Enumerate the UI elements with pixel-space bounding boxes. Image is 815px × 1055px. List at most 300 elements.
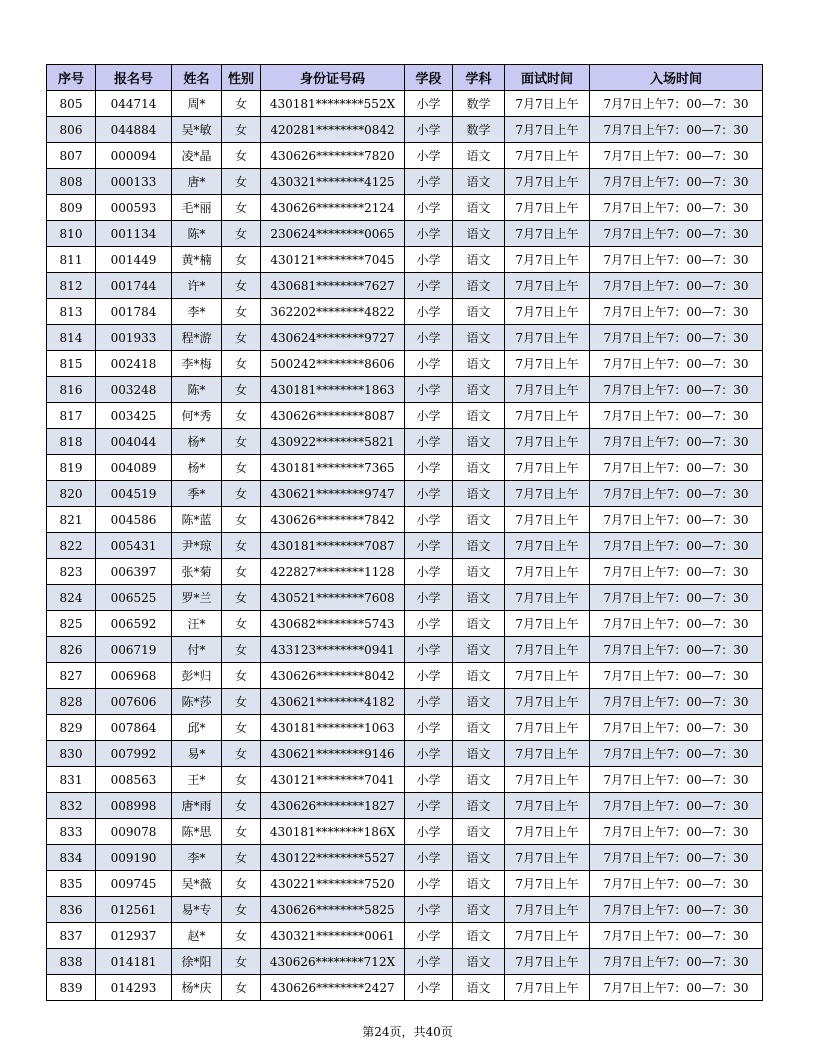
cell-col-name: 陈*思 — [172, 819, 222, 845]
cell-col-entry-time: 7月7日上午7：00—7：30 — [590, 247, 763, 273]
table-row — [47, 143, 763, 169]
cell-col-entry-time: 7月7日上午7：00—7：30 — [590, 559, 763, 585]
cell-col-seq: 809 — [47, 195, 96, 221]
cell-col-seq: 824 — [47, 585, 96, 611]
header-col-name: 姓名 — [172, 65, 222, 91]
cell-col-subject: 语文 — [453, 247, 505, 273]
table-row — [47, 117, 763, 143]
cell-col-entry-time: 7月7日上午7：00—7：30 — [590, 455, 763, 481]
cell-col-subject: 语文 — [453, 559, 505, 585]
cell-col-name: 邱* — [172, 715, 222, 741]
cell-col-gender: 女 — [222, 845, 261, 871]
cell-col-gender: 女 — [222, 481, 261, 507]
cell-col-stage: 小学 — [405, 923, 453, 949]
cell-col-reg-no: 003248 — [96, 377, 172, 403]
cell-col-id-number: 430181********552X — [261, 91, 405, 117]
cell-col-id-number: 430682********5743 — [261, 611, 405, 637]
cell-col-subject: 语文 — [453, 143, 505, 169]
cell-col-stage: 小学 — [405, 975, 453, 1001]
cell-col-reg-no: 006719 — [96, 637, 172, 663]
cell-col-subject: 数学 — [453, 91, 505, 117]
table-row — [47, 897, 763, 923]
cell-col-subject: 语文 — [453, 741, 505, 767]
cell-col-gender: 女 — [222, 975, 261, 1001]
table-row — [47, 871, 763, 897]
cell-col-reg-no: 004089 — [96, 455, 172, 481]
cell-col-entry-time: 7月7日上午7：00—7：30 — [590, 195, 763, 221]
header-col-seq: 序号 — [47, 65, 96, 91]
cell-col-seq: 822 — [47, 533, 96, 559]
cell-col-reg-no: 001933 — [96, 325, 172, 351]
cell-col-seq: 829 — [47, 715, 96, 741]
cell-col-seq: 828 — [47, 689, 96, 715]
cell-col-id-number: 433123********0941 — [261, 637, 405, 663]
cell-col-stage: 小学 — [405, 611, 453, 637]
cell-col-interview-time: 7月7日上午 — [505, 767, 590, 793]
cell-col-name: 吴*敏 — [172, 117, 222, 143]
table-row — [47, 845, 763, 871]
cell-col-name: 程*游 — [172, 325, 222, 351]
cell-col-stage: 小学 — [405, 663, 453, 689]
table-row — [47, 663, 763, 689]
cell-col-interview-time: 7月7日上午 — [505, 377, 590, 403]
cell-col-subject: 语文 — [453, 793, 505, 819]
cell-col-id-number: 500242********8606 — [261, 351, 405, 377]
cell-col-interview-time: 7月7日上午 — [505, 585, 590, 611]
cell-col-stage: 小学 — [405, 325, 453, 351]
cell-col-reg-no: 003425 — [96, 403, 172, 429]
cell-col-stage: 小学 — [405, 871, 453, 897]
cell-col-entry-time: 7月7日上午7：00—7：30 — [590, 949, 763, 975]
table-row — [47, 559, 763, 585]
cell-col-gender: 女 — [222, 299, 261, 325]
cell-col-stage: 小学 — [405, 429, 453, 455]
table-header-row — [47, 65, 763, 91]
cell-col-stage: 小学 — [405, 273, 453, 299]
cell-col-seq: 819 — [47, 455, 96, 481]
cell-col-subject: 语文 — [453, 923, 505, 949]
cell-col-gender: 女 — [222, 689, 261, 715]
cell-col-seq: 816 — [47, 377, 96, 403]
table-row — [47, 585, 763, 611]
cell-col-entry-time: 7月7日上午7：00—7：30 — [590, 793, 763, 819]
cell-col-entry-time: 7月7日上午7：00—7：30 — [590, 741, 763, 767]
cell-col-entry-time: 7月7日上午7：00—7：30 — [590, 143, 763, 169]
cell-col-subject: 语文 — [453, 845, 505, 871]
cell-col-gender: 女 — [222, 585, 261, 611]
cell-col-id-number: 430621********9747 — [261, 481, 405, 507]
cell-col-name: 吴*薇 — [172, 871, 222, 897]
cell-col-name: 张*菊 — [172, 559, 222, 585]
cell-col-seq: 831 — [47, 767, 96, 793]
cell-col-stage: 小学 — [405, 585, 453, 611]
table-row — [47, 273, 763, 299]
cell-col-seq: 812 — [47, 273, 96, 299]
cell-col-stage: 小学 — [405, 481, 453, 507]
cell-col-gender: 女 — [222, 923, 261, 949]
cell-col-reg-no: 006592 — [96, 611, 172, 637]
cell-col-id-number: 430626********8087 — [261, 403, 405, 429]
table-row — [47, 949, 763, 975]
cell-col-gender: 女 — [222, 455, 261, 481]
cell-col-subject: 语文 — [453, 533, 505, 559]
cell-col-reg-no: 007864 — [96, 715, 172, 741]
cell-col-entry-time: 7月7日上午7：00—7：30 — [590, 351, 763, 377]
cell-col-gender: 女 — [222, 351, 261, 377]
cell-col-subject: 语文 — [453, 585, 505, 611]
cell-col-reg-no: 000593 — [96, 195, 172, 221]
cell-col-gender: 女 — [222, 143, 261, 169]
table-row — [47, 533, 763, 559]
cell-col-reg-no: 001744 — [96, 273, 172, 299]
cell-col-name: 杨* — [172, 455, 222, 481]
cell-col-seq: 808 — [47, 169, 96, 195]
cell-col-subject: 语文 — [453, 273, 505, 299]
cell-col-seq: 807 — [47, 143, 96, 169]
cell-col-interview-time: 7月7日上午 — [505, 143, 590, 169]
cell-col-id-number: 430181********1063 — [261, 715, 405, 741]
table-row — [47, 819, 763, 845]
cell-col-name: 季* — [172, 481, 222, 507]
cell-col-entry-time: 7月7日上午7：00—7：30 — [590, 481, 763, 507]
cell-col-stage: 小学 — [405, 169, 453, 195]
cell-col-interview-time: 7月7日上午 — [505, 819, 590, 845]
table-row — [47, 689, 763, 715]
cell-col-name: 唐* — [172, 169, 222, 195]
cell-col-name: 毛*丽 — [172, 195, 222, 221]
cell-col-seq: 817 — [47, 403, 96, 429]
cell-col-entry-time: 7月7日上午7：00—7：30 — [590, 429, 763, 455]
cell-col-name: 唐*雨 — [172, 793, 222, 819]
cell-col-reg-no: 001134 — [96, 221, 172, 247]
cell-col-name: 杨*庆 — [172, 975, 222, 1001]
cell-col-name: 易*专 — [172, 897, 222, 923]
cell-col-stage: 小学 — [405, 507, 453, 533]
cell-col-entry-time: 7月7日上午7：00—7：30 — [590, 585, 763, 611]
cell-col-seq: 832 — [47, 793, 96, 819]
cell-col-interview-time: 7月7日上午 — [505, 897, 590, 923]
cell-col-gender: 女 — [222, 819, 261, 845]
cell-col-interview-time: 7月7日上午 — [505, 169, 590, 195]
cell-col-stage: 小学 — [405, 117, 453, 143]
cell-col-subject: 语文 — [453, 949, 505, 975]
cell-col-name: 罗*兰 — [172, 585, 222, 611]
cell-col-seq: 835 — [47, 871, 96, 897]
cell-col-seq: 820 — [47, 481, 96, 507]
cell-col-gender: 女 — [222, 247, 261, 273]
cell-col-gender: 女 — [222, 663, 261, 689]
cell-col-id-number: 430681********7627 — [261, 273, 405, 299]
cell-col-gender: 女 — [222, 403, 261, 429]
cell-col-gender: 女 — [222, 169, 261, 195]
cell-col-id-number: 430626********2124 — [261, 195, 405, 221]
page-footer: 第24页，共40页 — [362, 1025, 453, 1039]
cell-col-seq: 814 — [47, 325, 96, 351]
header-col-id-number: 身份证号码 — [261, 65, 405, 91]
cell-col-reg-no: 005431 — [96, 533, 172, 559]
cell-col-interview-time: 7月7日上午 — [505, 611, 590, 637]
cell-col-name: 尹*琼 — [172, 533, 222, 559]
cell-col-id-number: 362202********4822 — [261, 299, 405, 325]
cell-col-id-number: 430626********1827 — [261, 793, 405, 819]
cell-col-id-number: 430626********7842 — [261, 507, 405, 533]
cell-col-reg-no: 014181 — [96, 949, 172, 975]
cell-col-name: 黄*楠 — [172, 247, 222, 273]
cell-col-id-number: 430321********4125 — [261, 169, 405, 195]
cell-col-subject: 语文 — [453, 871, 505, 897]
cell-col-id-number: 430181********7087 — [261, 533, 405, 559]
cell-col-entry-time: 7月7日上午7：00—7：30 — [590, 169, 763, 195]
cell-col-entry-time: 7月7日上午7：00—7：30 — [590, 663, 763, 689]
cell-col-id-number: 430624********9727 — [261, 325, 405, 351]
header-col-interview-time: 面试时间 — [505, 65, 590, 91]
cell-col-id-number: 420281********0842 — [261, 117, 405, 143]
cell-col-reg-no: 008563 — [96, 767, 172, 793]
cell-col-subject: 语文 — [453, 377, 505, 403]
cell-col-id-number: 422827********1128 — [261, 559, 405, 585]
cell-col-interview-time: 7月7日上午 — [505, 637, 590, 663]
cell-col-seq: 813 — [47, 299, 96, 325]
cell-col-gender: 女 — [222, 377, 261, 403]
cell-col-seq: 806 — [47, 117, 96, 143]
cell-col-gender: 女 — [222, 715, 261, 741]
cell-col-stage: 小学 — [405, 559, 453, 585]
cell-col-interview-time: 7月7日上午 — [505, 351, 590, 377]
cell-col-reg-no: 008998 — [96, 793, 172, 819]
cell-col-subject: 语文 — [453, 507, 505, 533]
cell-col-interview-time: 7月7日上午 — [505, 559, 590, 585]
header-col-stage: 学段 — [405, 65, 453, 91]
cell-col-seq: 837 — [47, 923, 96, 949]
cell-col-stage: 小学 — [405, 195, 453, 221]
cell-col-interview-time: 7月7日上午 — [505, 91, 590, 117]
cell-col-reg-no: 044884 — [96, 117, 172, 143]
cell-col-interview-time: 7月7日上午 — [505, 403, 590, 429]
cell-col-gender: 女 — [222, 793, 261, 819]
cell-col-entry-time: 7月7日上午7：00—7：30 — [590, 923, 763, 949]
cell-col-entry-time: 7月7日上午7：00—7：30 — [590, 273, 763, 299]
cell-col-name: 陈*莎 — [172, 689, 222, 715]
cell-col-id-number: 430181********186X — [261, 819, 405, 845]
table-row — [47, 481, 763, 507]
cell-col-reg-no: 006525 — [96, 585, 172, 611]
cell-col-id-number: 430922********5821 — [261, 429, 405, 455]
cell-col-reg-no: 002418 — [96, 351, 172, 377]
cell-col-interview-time: 7月7日上午 — [505, 429, 590, 455]
cell-col-id-number: 430121********7041 — [261, 767, 405, 793]
table-row — [47, 169, 763, 195]
cell-col-subject: 语文 — [453, 429, 505, 455]
cell-col-entry-time: 7月7日上午7：00—7：30 — [590, 637, 763, 663]
cell-col-reg-no: 007992 — [96, 741, 172, 767]
cell-col-reg-no: 012561 — [96, 897, 172, 923]
table-row — [47, 377, 763, 403]
cell-col-seq: 810 — [47, 221, 96, 247]
cell-col-gender: 女 — [222, 949, 261, 975]
cell-col-reg-no: 001784 — [96, 299, 172, 325]
table-row — [47, 923, 763, 949]
cell-col-reg-no: 004586 — [96, 507, 172, 533]
cell-col-gender: 女 — [222, 91, 261, 117]
cell-col-subject: 语文 — [453, 975, 505, 1001]
cell-col-name: 周* — [172, 91, 222, 117]
cell-col-interview-time: 7月7日上午 — [505, 455, 590, 481]
cell-col-reg-no: 004044 — [96, 429, 172, 455]
table-row — [47, 975, 763, 1001]
cell-col-reg-no: 012937 — [96, 923, 172, 949]
cell-col-reg-no: 006397 — [96, 559, 172, 585]
cell-col-stage: 小学 — [405, 299, 453, 325]
cell-col-subject: 语文 — [453, 767, 505, 793]
cell-col-seq: 815 — [47, 351, 96, 377]
cell-col-id-number: 430621********4182 — [261, 689, 405, 715]
roster-table — [46, 64, 763, 1001]
cell-col-seq: 834 — [47, 845, 96, 871]
cell-col-seq: 830 — [47, 741, 96, 767]
cell-col-stage: 小学 — [405, 221, 453, 247]
table-row — [47, 455, 763, 481]
cell-col-stage: 小学 — [405, 819, 453, 845]
cell-col-entry-time: 7月7日上午7：00—7：30 — [590, 689, 763, 715]
cell-col-seq: 818 — [47, 429, 96, 455]
cell-col-entry-time: 7月7日上午7：00—7：30 — [590, 611, 763, 637]
table-row — [47, 429, 763, 455]
header-col-entry-time: 入场时间 — [590, 65, 763, 91]
cell-col-stage: 小学 — [405, 767, 453, 793]
cell-col-gender: 女 — [222, 195, 261, 221]
cell-col-id-number: 230624********0065 — [261, 221, 405, 247]
cell-col-entry-time: 7月7日上午7：00—7：30 — [590, 507, 763, 533]
cell-col-interview-time: 7月7日上午 — [505, 871, 590, 897]
cell-col-interview-time: 7月7日上午 — [505, 923, 590, 949]
cell-col-gender: 女 — [222, 611, 261, 637]
table-row — [47, 793, 763, 819]
cell-col-interview-time: 7月7日上午 — [505, 247, 590, 273]
cell-col-reg-no: 044714 — [96, 91, 172, 117]
cell-col-gender: 女 — [222, 117, 261, 143]
table-row — [47, 247, 763, 273]
cell-col-reg-no: 000133 — [96, 169, 172, 195]
cell-col-interview-time: 7月7日上午 — [505, 273, 590, 299]
cell-col-reg-no: 006968 — [96, 663, 172, 689]
cell-col-gender: 女 — [222, 559, 261, 585]
cell-col-subject: 语文 — [453, 637, 505, 663]
cell-col-stage: 小学 — [405, 689, 453, 715]
cell-col-name: 赵* — [172, 923, 222, 949]
cell-col-stage: 小学 — [405, 533, 453, 559]
cell-col-seq: 836 — [47, 897, 96, 923]
cell-col-stage: 小学 — [405, 793, 453, 819]
cell-col-entry-time: 7月7日上午7：00—7：30 — [590, 403, 763, 429]
cell-col-gender: 女 — [222, 325, 261, 351]
table-row — [47, 741, 763, 767]
table-row — [47, 221, 763, 247]
cell-col-interview-time: 7月7日上午 — [505, 975, 590, 1001]
cell-col-entry-time: 7月7日上午7：00—7：30 — [590, 819, 763, 845]
cell-col-reg-no: 004519 — [96, 481, 172, 507]
cell-col-interview-time: 7月7日上午 — [505, 481, 590, 507]
cell-col-gender: 女 — [222, 507, 261, 533]
cell-col-id-number: 430626********5825 — [261, 897, 405, 923]
cell-col-name: 陈* — [172, 377, 222, 403]
cell-col-interview-time: 7月7日上午 — [505, 793, 590, 819]
cell-col-entry-time: 7月7日上午7：00—7：30 — [590, 871, 763, 897]
cell-col-name: 陈*蓝 — [172, 507, 222, 533]
cell-col-id-number: 430221********7520 — [261, 871, 405, 897]
cell-col-gender: 女 — [222, 637, 261, 663]
cell-col-name: 易* — [172, 741, 222, 767]
cell-col-stage: 小学 — [405, 143, 453, 169]
cell-col-seq: 811 — [47, 247, 96, 273]
cell-col-entry-time: 7月7日上午7：00—7：30 — [590, 299, 763, 325]
cell-col-seq: 821 — [47, 507, 96, 533]
cell-col-reg-no: 007606 — [96, 689, 172, 715]
table-row — [47, 351, 763, 377]
cell-col-subject: 语文 — [453, 689, 505, 715]
cell-col-subject: 语文 — [453, 897, 505, 923]
table-row — [47, 299, 763, 325]
cell-col-interview-time: 7月7日上午 — [505, 845, 590, 871]
cell-col-interview-time: 7月7日上午 — [505, 949, 590, 975]
cell-col-stage: 小学 — [405, 897, 453, 923]
cell-col-id-number: 430626********2427 — [261, 975, 405, 1001]
cell-col-entry-time: 7月7日上午7：00—7：30 — [590, 975, 763, 1001]
cell-col-interview-time: 7月7日上午 — [505, 715, 590, 741]
cell-col-interview-time: 7月7日上午 — [505, 325, 590, 351]
cell-col-reg-no: 000094 — [96, 143, 172, 169]
cell-col-id-number: 430626********7820 — [261, 143, 405, 169]
cell-col-name: 凌*晶 — [172, 143, 222, 169]
cell-col-entry-time: 7月7日上午7：00—7：30 — [590, 117, 763, 143]
cell-col-name: 何*秀 — [172, 403, 222, 429]
cell-col-id-number: 430181********7365 — [261, 455, 405, 481]
cell-col-entry-time: 7月7日上午7：00—7：30 — [590, 845, 763, 871]
cell-col-subject: 语文 — [453, 325, 505, 351]
cell-col-stage: 小学 — [405, 377, 453, 403]
cell-col-id-number: 430626********8042 — [261, 663, 405, 689]
header-col-gender: 性别 — [222, 65, 261, 91]
cell-col-name: 付* — [172, 637, 222, 663]
cell-col-name: 彭*归 — [172, 663, 222, 689]
cell-col-interview-time: 7月7日上午 — [505, 663, 590, 689]
cell-col-gender: 女 — [222, 273, 261, 299]
cell-col-stage: 小学 — [405, 715, 453, 741]
cell-col-seq: 838 — [47, 949, 96, 975]
cell-col-reg-no: 009190 — [96, 845, 172, 871]
cell-col-stage: 小学 — [405, 845, 453, 871]
cell-col-subject: 语文 — [453, 403, 505, 429]
cell-col-name: 李*梅 — [172, 351, 222, 377]
cell-col-reg-no: 014293 — [96, 975, 172, 1001]
cell-col-interview-time: 7月7日上午 — [505, 507, 590, 533]
cell-col-gender: 女 — [222, 871, 261, 897]
cell-col-subject: 语文 — [453, 663, 505, 689]
cell-col-interview-time: 7月7日上午 — [505, 299, 590, 325]
cell-col-entry-time: 7月7日上午7：00—7：30 — [590, 767, 763, 793]
cell-col-id-number: 430626********712X — [261, 949, 405, 975]
cell-col-name: 陈* — [172, 221, 222, 247]
cell-col-id-number: 430181********1863 — [261, 377, 405, 403]
cell-col-seq: 839 — [47, 975, 96, 1001]
cell-col-entry-time: 7月7日上午7：00—7：30 — [590, 897, 763, 923]
cell-col-reg-no: 009745 — [96, 871, 172, 897]
cell-col-name: 徐*阳 — [172, 949, 222, 975]
cell-col-entry-time: 7月7日上午7：00—7：30 — [590, 221, 763, 247]
cell-col-name: 李* — [172, 299, 222, 325]
cell-col-entry-time: 7月7日上午7：00—7：30 — [590, 715, 763, 741]
cell-col-seq: 823 — [47, 559, 96, 585]
cell-col-id-number: 430621********9146 — [261, 741, 405, 767]
